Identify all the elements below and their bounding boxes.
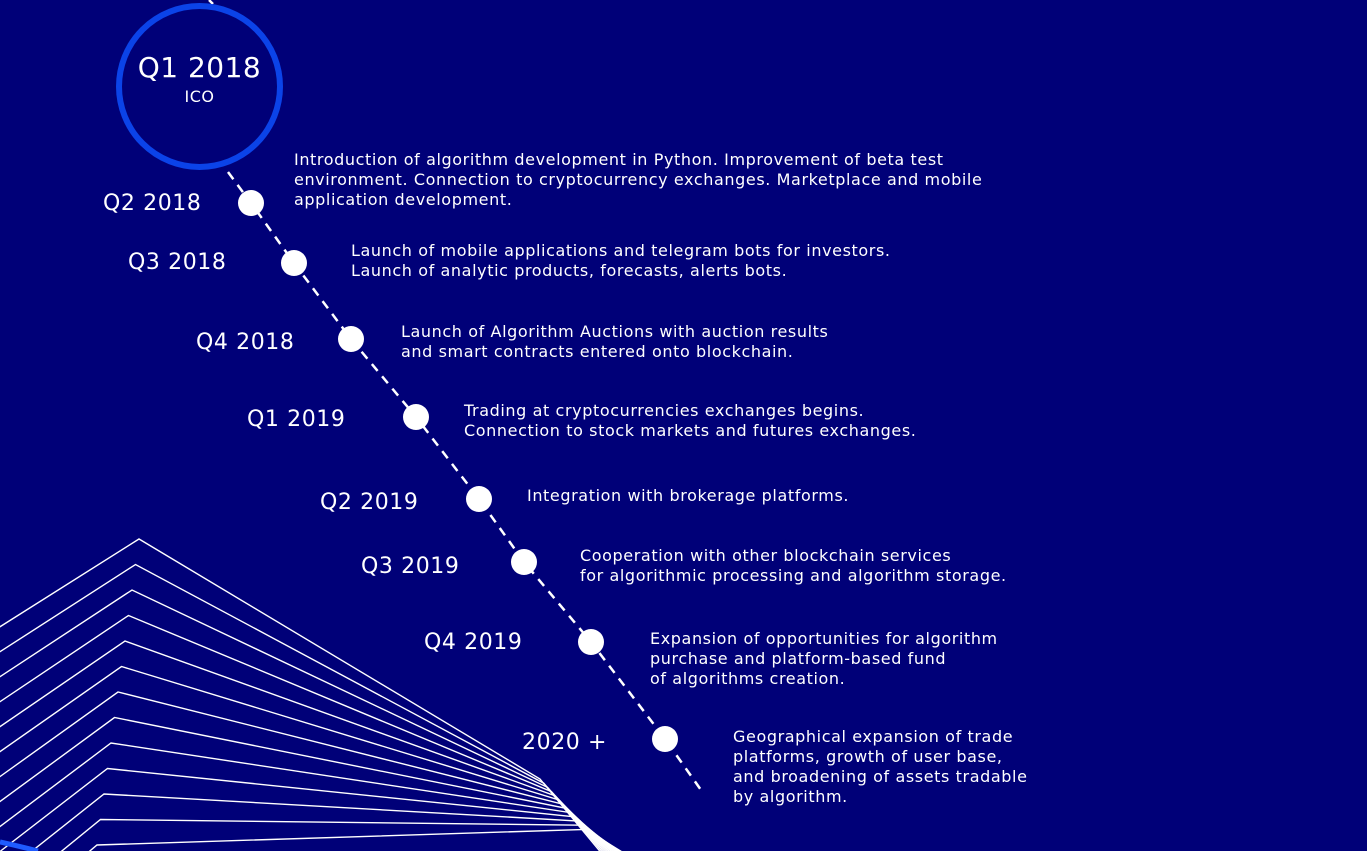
milestone-quarter-q4-2019: Q4 2019 xyxy=(424,630,523,655)
milestone-quarter-q2-2019: Q2 2019 xyxy=(320,490,419,515)
milestone-description-q2-2019: Integration with brokerage platforms. xyxy=(527,486,850,505)
milestone-description-q3-2019: Cooperation with other blockchain services for algorithmic processing and algorithm storage. xyxy=(580,546,1007,585)
milestone-node-2020-plus xyxy=(652,726,678,752)
milestone-node-q3-2019 xyxy=(511,549,537,575)
milestone-node-q2-2019 xyxy=(466,486,492,512)
milestone-node-q3-2018 xyxy=(281,250,307,276)
milestone-description-2020-plus: Geographical expansion of trade platforms, growth of user base, and broadening of assets tradable by algorithm. xyxy=(733,727,1028,806)
milestone-node-q4-2019 xyxy=(578,629,604,655)
milestone-quarter-q3-2019: Q3 2019 xyxy=(361,554,460,579)
milestone-node-q2-2018 xyxy=(238,190,264,216)
milestone-description-q3-2018: Launch of mobile applications and telegram bots for investors. Launch of analytic products, forecasts, alerts bots. xyxy=(351,241,891,280)
ico-label: ICO xyxy=(184,87,215,106)
milestone-quarter-q4-2018: Q4 2018 xyxy=(196,330,295,355)
milestone-node-q4-2018 xyxy=(338,326,364,352)
ico-quarter-label: Q1 2018 xyxy=(137,51,262,84)
milestone-description-q1-2019: Trading at cryptocurrencies exchanges begins. Connection to stock markets and futures exchanges. xyxy=(464,401,917,440)
milestone-description-q4-2019: Expansion of opportunities for algorithm purchase and platform-based fund of algorithms creation. xyxy=(650,629,998,688)
milestone-quarter-2020-plus: 2020 + xyxy=(522,730,608,755)
milestone-quarter-q2-2018: Q2 2018 xyxy=(103,191,202,216)
milestone-description-q4-2018: Launch of Algorithm Auctions with auction results and smart contracts entered onto blockchain. xyxy=(401,322,829,361)
milestone-quarter-q1-2019: Q1 2019 xyxy=(247,407,346,432)
milestone-node-q1-2019 xyxy=(403,404,429,430)
milestone-description-q2-2018: Introduction of algorithm development in Python. Improvement of beta test environment. Connection to cryptocurrency exchanges. Marketplace and mobile application development. xyxy=(294,150,983,209)
milestone-quarter-q3-2018: Q3 2018 xyxy=(128,250,227,275)
